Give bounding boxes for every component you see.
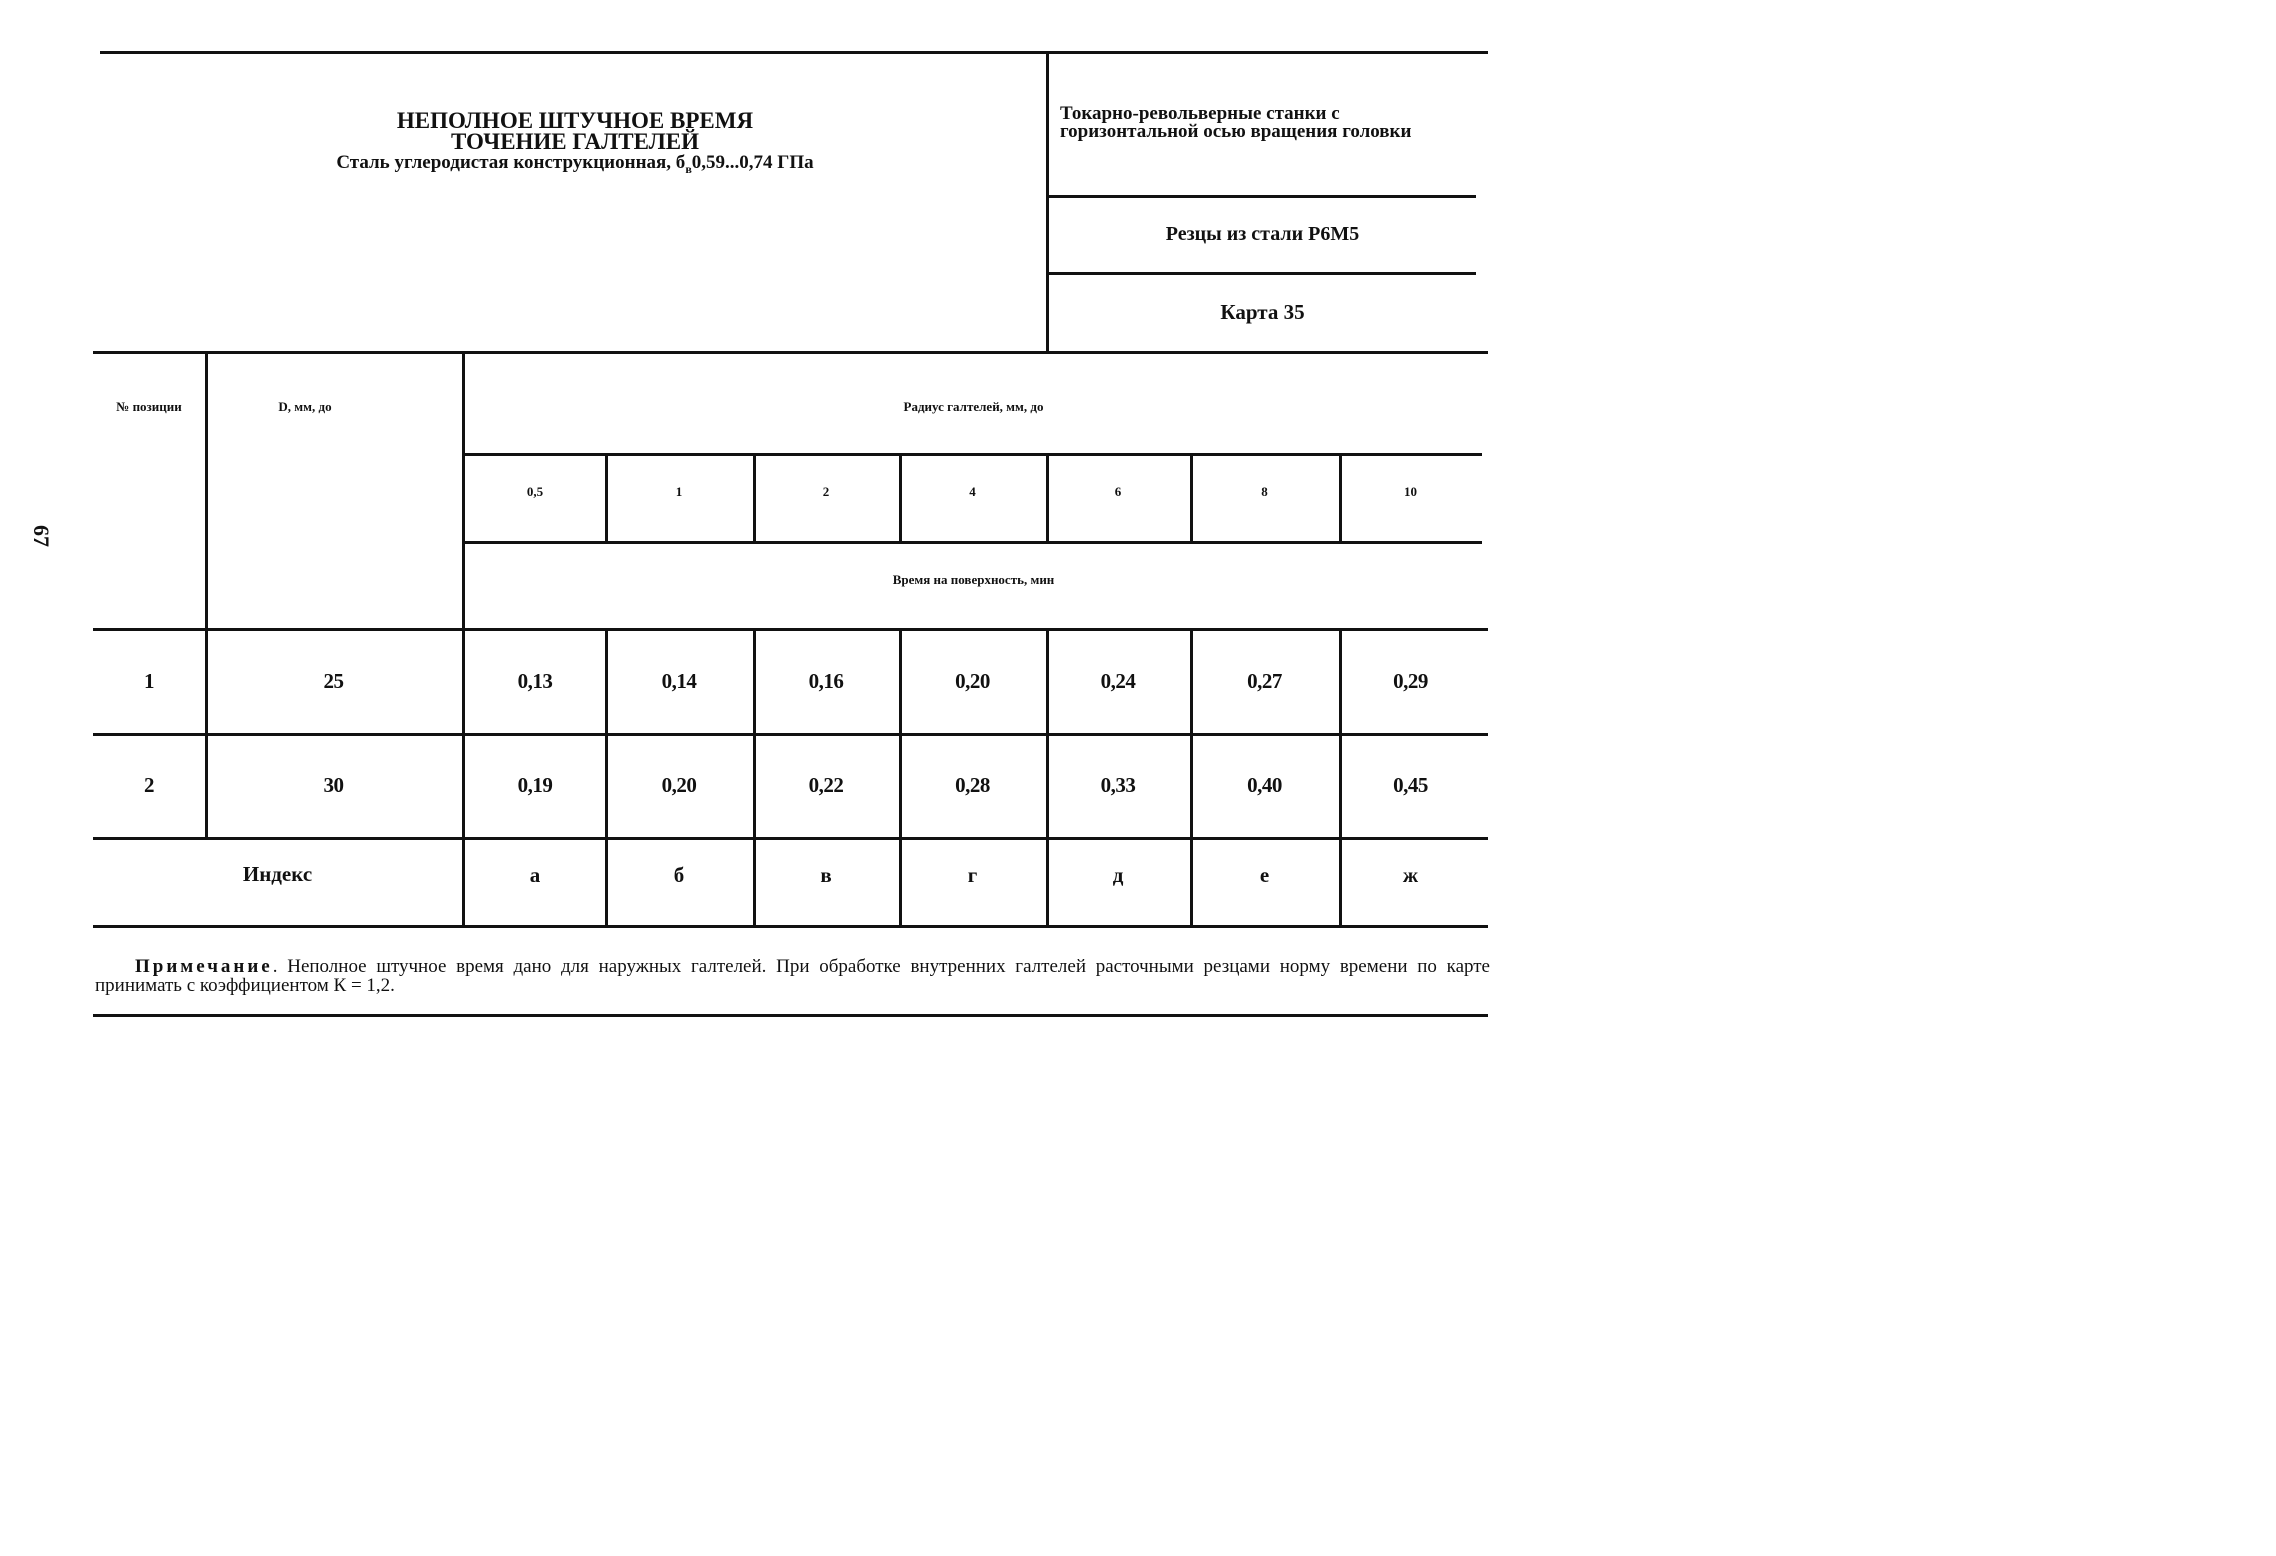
radii-bottom-rule [465,541,1482,544]
table-cell: 0,27 [1247,668,1282,693]
index-label: Индекс [242,861,313,886]
machine-line-2: горизонтальной осью вращения головки [1060,121,1412,142]
title-line-3: Сталь углеродистая конструкционная, $б_в0,59...0,74$ ГПа [336,152,814,176]
radius-value: 0,5 [526,484,544,499]
note-bottom-rule [93,1014,1488,1017]
table-cell: 0,22 [808,773,844,797]
row2-position: 2 [144,773,154,797]
table-cell: 0,20 [955,668,990,693]
radius-value: 2 [822,484,830,499]
index-cell: ж [1402,862,1419,887]
table-cell: 0,29 [1393,668,1428,693]
title-line-1: НЕПОЛНОЕ ШТУЧНОЕ ВРЕМЯ [396,108,754,133]
page-number: 67 [29,525,54,547]
header-diameter: D, мм, до [278,399,332,414]
row1-position: 1 [144,668,154,693]
table-cell: 0,20 [661,773,697,797]
title-line-2: ТОЧЕНИЕ ГАЛТЕЛЕЙ [450,129,700,154]
table-cell: 0,16 [808,668,844,693]
cutter-material: Резцы из стали Р6М5 [1165,223,1360,245]
header-divider [1046,51,1049,352]
machine-type [1060,105,1490,141]
footnote [95,957,1490,995]
radius-value: 8 [1261,484,1268,499]
index-cell: б [673,862,685,887]
radius-value: 6 [1114,484,1122,499]
table-cell: 0,13 [517,668,553,693]
index-cell: в [820,862,832,887]
card-number: Карта 35 [1220,300,1305,324]
index-cell: д [1112,862,1124,887]
radius-value: 10 [1404,484,1417,499]
table-cell: 0,33 [1100,773,1136,797]
top-rule [100,51,1488,54]
index-cell: а [529,862,541,887]
index-cell: г [967,862,978,887]
table-cell: 0,19 [517,773,553,797]
table-cell: 0,14 [661,668,697,693]
header-radius: Радиус галтелей, мм, до [903,399,1044,414]
table-cell: 0,28 [955,773,990,797]
header-position: № позиции [116,399,182,414]
table-top-rule [93,351,1488,354]
radius-value: 4 [969,484,976,499]
machine-line-1: Токарно-револьверные станки с [1060,103,1340,124]
radius-rule [465,453,1482,456]
table-cell: 0,40 [1247,773,1282,797]
index-cell: е [1259,862,1270,887]
machine-rule [1048,195,1476,198]
table-bottom-rule [93,925,1488,928]
document-title [100,110,1050,180]
radius-value: 1 [675,484,683,499]
note-text: . Неполное штучное время дано для наружных галтелей. При обработке внутренних галтелей расточными резцами норму времени по карте принимать с коэффициентом К = 1,2. [95,956,1490,996]
note-label: Примечание [135,956,273,977]
row1-diameter: 25 [323,668,344,693]
row2-diameter: 30 [323,773,344,797]
table-cell: 0,24 [1100,668,1136,693]
cutter-rule [1048,272,1476,275]
table-cell: 0,45 [1393,773,1428,797]
header-time: Время на поверхность, мин [892,572,1055,587]
